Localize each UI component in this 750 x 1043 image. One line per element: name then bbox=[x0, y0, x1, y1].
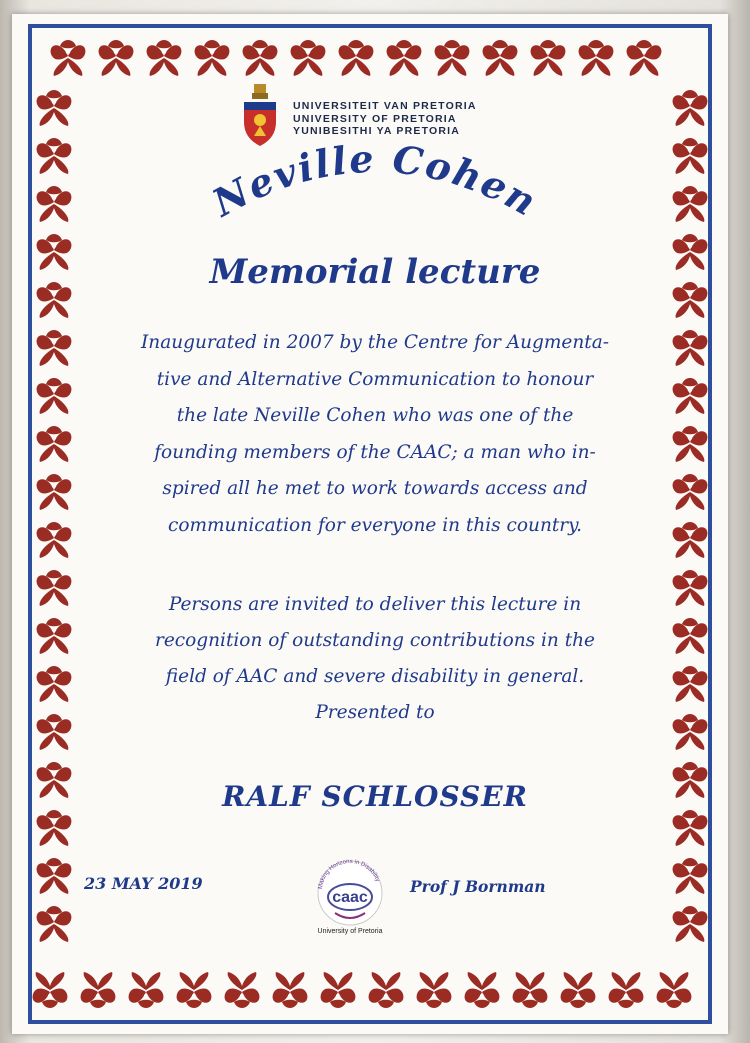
award-date: 23 MAY 2019 bbox=[84, 874, 203, 893]
paragraph-line: recognition of outstanding contributions in the bbox=[154, 630, 596, 651]
logo-acronym: caac bbox=[332, 889, 368, 906]
university-name-line: YUNIBESITHI YA PRETORIA bbox=[293, 125, 461, 137]
dedication-paragraph bbox=[70, 325, 680, 544]
paragraph-line: the late Neville Cohen who was one of the bbox=[176, 405, 574, 426]
paragraph-line: communication for everyone in this country. bbox=[167, 514, 583, 536]
certificate-subtitle: Memorial lecture bbox=[209, 252, 541, 292]
svg-text:Neville Cohen bbox=[204, 136, 545, 226]
invitation-paragraph bbox=[70, 587, 680, 731]
paragraph-line: field of AAC and severe disability in general. bbox=[165, 666, 585, 687]
certificate-title: Neville Cohen bbox=[205, 135, 546, 226]
presented-to-label: Presented to bbox=[315, 702, 435, 723]
university-name-line: UNIVERSITY OF PRETORIA bbox=[293, 112, 457, 125]
signatory-name: Prof J Bornman bbox=[410, 877, 546, 896]
paragraph-line: founding members of the CAAC; a man who in- bbox=[154, 441, 596, 463]
university-name-line: UNIVERSITEIT VAN PRETORIA bbox=[293, 100, 477, 112]
paragraph-line: Inaugurated in 2007 by the Centre for Augmenta- bbox=[140, 332, 609, 353]
paragraph-line: Persons are invited to deliver this lecture in bbox=[168, 594, 582, 615]
paragraph-line: spired all he met to work towards access and bbox=[162, 478, 588, 499]
paragraph-line: tive and Alternative Communication to honour bbox=[156, 368, 594, 390]
logo-ring-text: Making Horizons in Disability bbox=[317, 858, 381, 890]
certificate-title-arc bbox=[185, 130, 565, 250]
recipient-name: RALF SCHLOSSER bbox=[222, 780, 528, 813]
logo-caption: University of Pretoria bbox=[317, 928, 383, 935]
